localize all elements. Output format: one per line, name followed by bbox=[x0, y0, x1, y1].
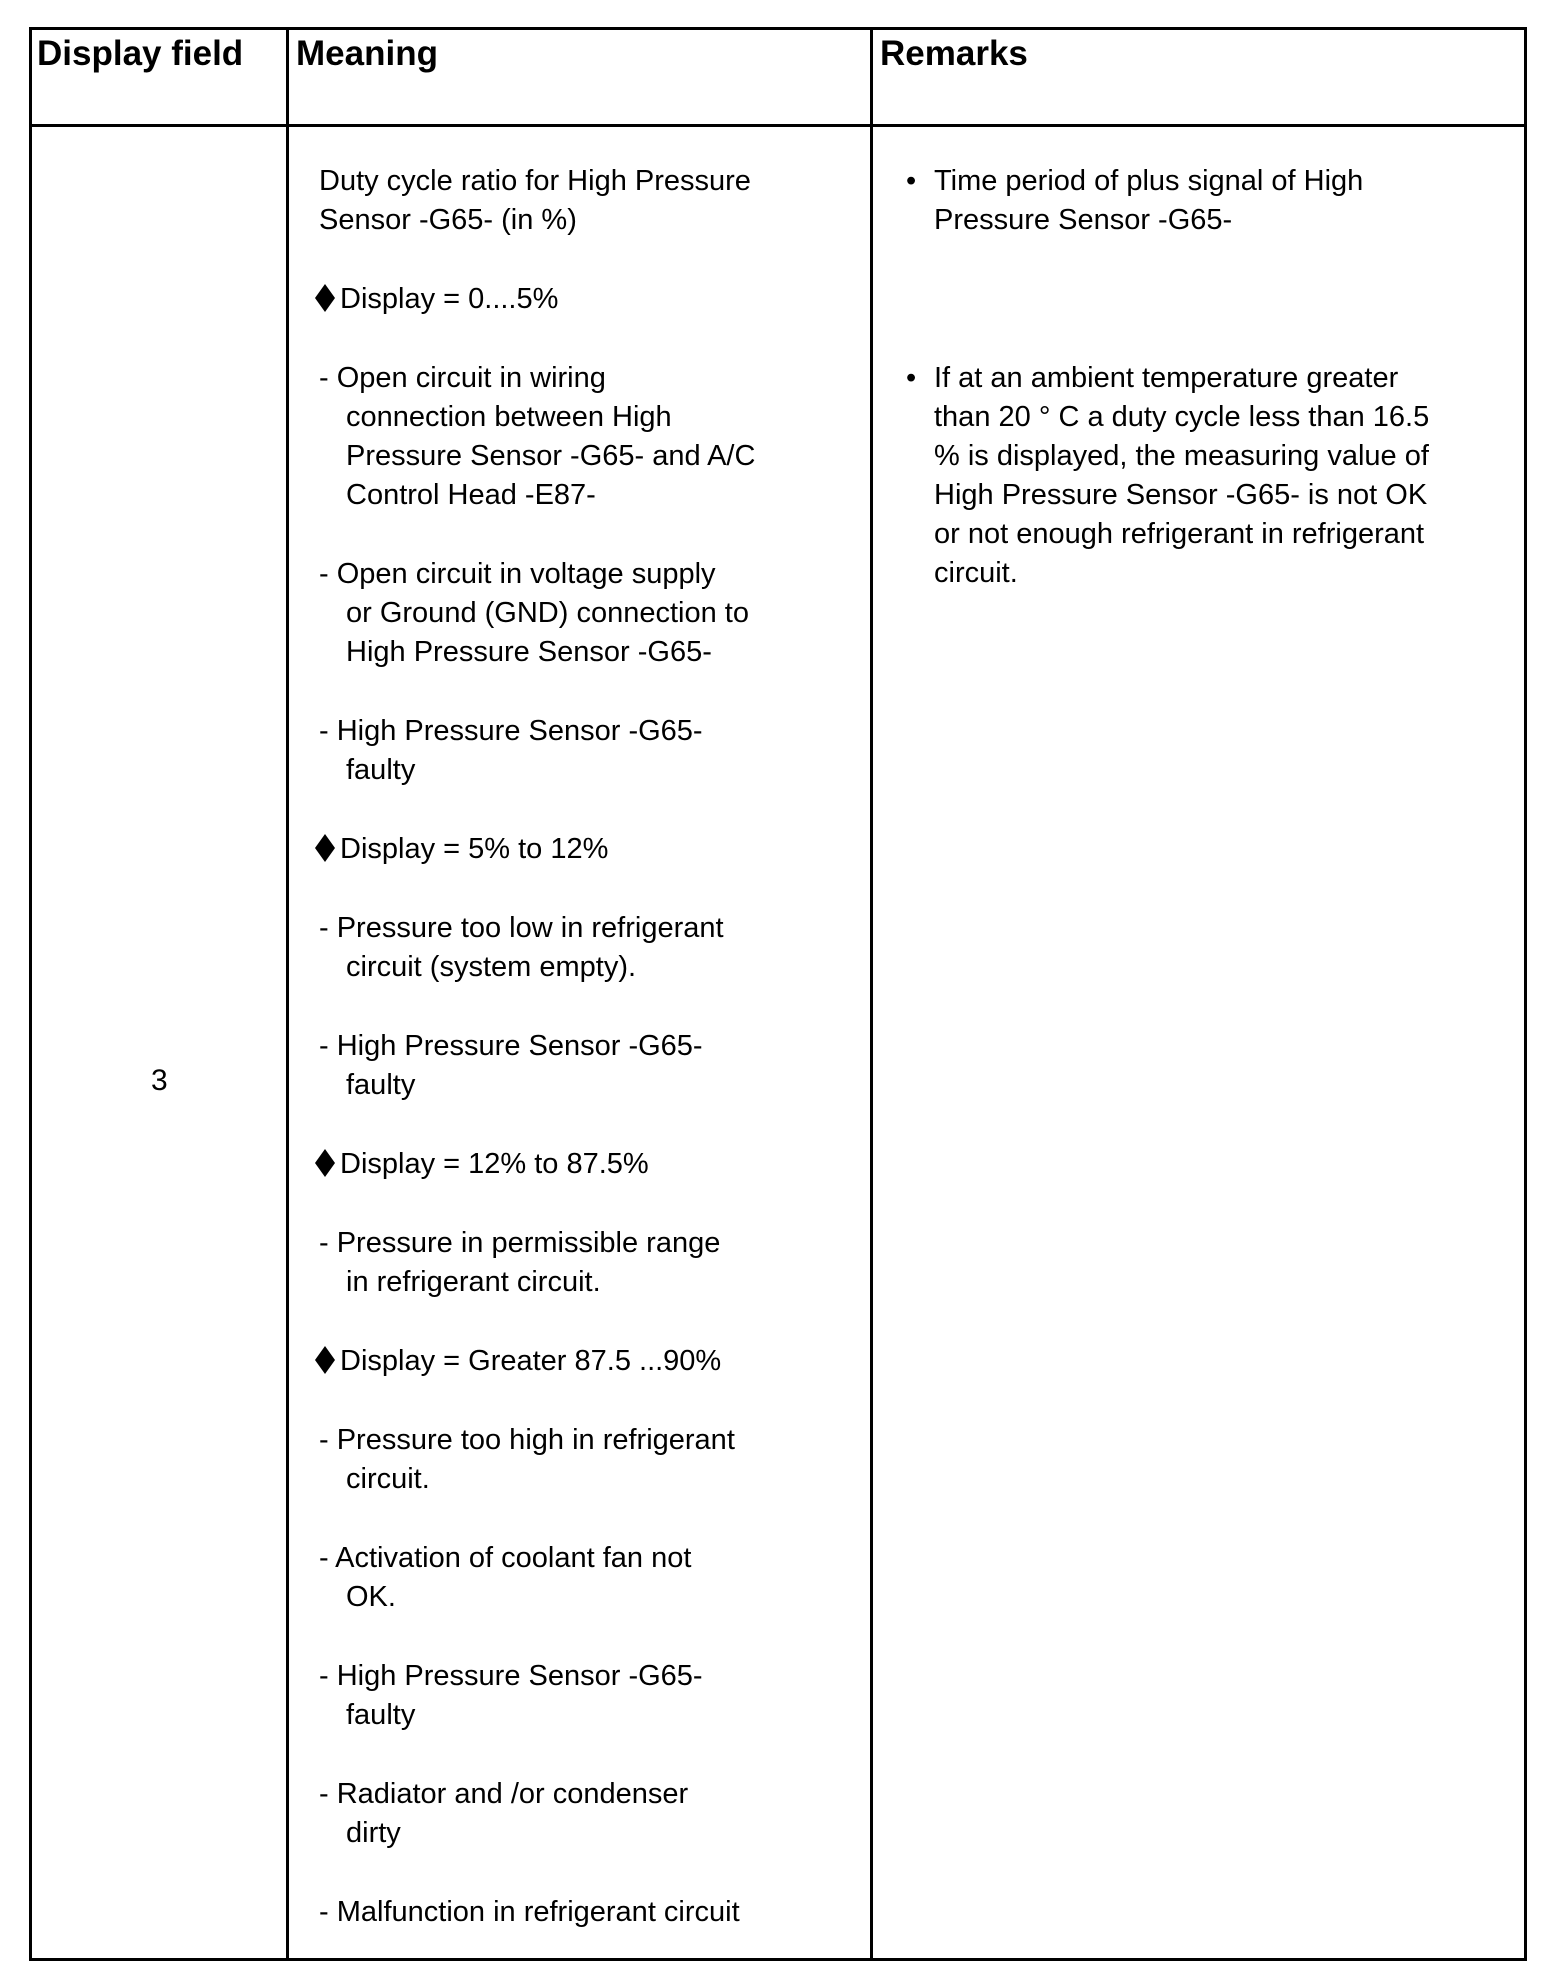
header-remarks: Remarks bbox=[880, 34, 1028, 73]
meaning-item-line: - High Pressure Sensor -G65- bbox=[319, 715, 703, 747]
meaning-item-line: faulty bbox=[346, 1699, 416, 1731]
meaning-item-line: - Pressure in permissible range bbox=[319, 1227, 721, 1259]
meaning-item-line: - High Pressure Sensor -G65- bbox=[319, 1030, 703, 1062]
meaning-item-line: circuit (system empty). bbox=[346, 951, 637, 983]
remark-bullet: • bbox=[906, 362, 917, 394]
meaning-item-line: - Activation of coolant fan not bbox=[319, 1542, 692, 1574]
remark-line: Time period of plus signal of High bbox=[934, 165, 1364, 197]
meaning-item-line: - Malfunction in refrigerant circuit bbox=[319, 1896, 740, 1928]
remark-line: than 20 ° C a duty cycle less than 16.5 bbox=[934, 401, 1430, 433]
diamond-bullet-icon bbox=[314, 284, 336, 312]
column-divider bbox=[870, 30, 873, 1958]
diamond-bullet-icon bbox=[314, 1346, 336, 1374]
meaning-item-line: OK. bbox=[346, 1581, 396, 1613]
meaning-intro-line: Duty cycle ratio for High Pressure bbox=[319, 165, 751, 197]
meaning-item-line: dirty bbox=[346, 1817, 401, 1849]
remark-line: % is displayed, the measuring value of bbox=[934, 440, 1429, 472]
meaning-item-line: - Open circuit in voltage supply bbox=[319, 558, 716, 590]
display-range-label: Display = Greater 87.5 ...90% bbox=[340, 1345, 722, 1377]
display-range-label: Display = 0....5% bbox=[340, 283, 559, 315]
meaning-item-line: Control Head -E87- bbox=[346, 479, 596, 511]
meaning-item-line: High Pressure Sensor -G65- bbox=[346, 636, 712, 668]
meaning-item-line: - Pressure too high in refrigerant bbox=[319, 1424, 735, 1456]
display-field-table bbox=[29, 27, 1527, 1961]
meaning-item-line: - Radiator and /or condenser bbox=[319, 1778, 689, 1810]
display-range-label: Display = 5% to 12% bbox=[340, 833, 609, 865]
display-range-heading bbox=[314, 279, 558, 319]
column-divider bbox=[286, 30, 289, 1958]
remark-line: Pressure Sensor -G65- bbox=[934, 204, 1233, 236]
header-meaning: Meaning bbox=[296, 34, 438, 73]
meaning-item-line: - High Pressure Sensor -G65- bbox=[319, 1660, 703, 1692]
display-range-heading bbox=[314, 829, 608, 869]
remark-bullet: • bbox=[906, 165, 917, 197]
meaning-item-line: faulty bbox=[346, 754, 416, 786]
meaning-item-line: connection between High bbox=[346, 401, 672, 433]
remark-line: If at an ambient temperature greater bbox=[934, 362, 1399, 394]
display-field-value: 3 bbox=[151, 1064, 168, 1097]
display-range-heading bbox=[314, 1341, 721, 1381]
meaning-item-line: circuit. bbox=[346, 1463, 430, 1495]
meaning-item-line: - Pressure too low in refrigerant bbox=[319, 912, 724, 944]
diamond-bullet-icon bbox=[314, 834, 336, 862]
meaning-intro-line: Sensor -G65- (in %) bbox=[319, 204, 577, 236]
header-display-field: Display field bbox=[37, 34, 244, 73]
meaning-item-line: - Open circuit in wiring bbox=[319, 362, 606, 394]
meaning-item-line: faulty bbox=[346, 1069, 416, 1101]
meaning-item-line: or Ground (GND) connection to bbox=[346, 597, 749, 629]
header-divider bbox=[32, 124, 1524, 127]
diamond-bullet-icon bbox=[314, 1149, 336, 1177]
remark-line: High Pressure Sensor -G65- is not OK bbox=[934, 479, 1428, 511]
remark-line: or not enough refrigerant in refrigerant bbox=[934, 518, 1425, 550]
remark-line: circuit. bbox=[934, 557, 1018, 589]
display-range-heading bbox=[314, 1144, 649, 1184]
meaning-item-line: Pressure Sensor -G65- and A/C bbox=[346, 440, 756, 472]
meaning-item-line: in refrigerant circuit. bbox=[346, 1266, 601, 1298]
display-range-label: Display = 12% to 87.5% bbox=[340, 1148, 649, 1180]
